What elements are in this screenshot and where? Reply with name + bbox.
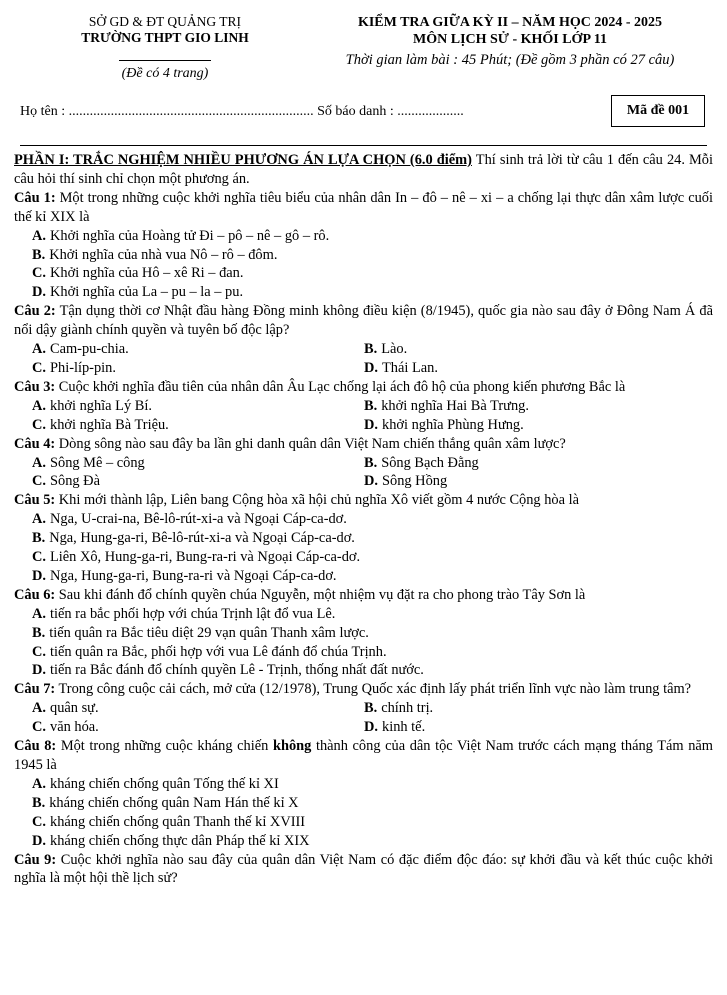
option-b[interactable]: B. kháng chiến chống quân Nam Hán thế kỉ X: [32, 794, 299, 811]
option-b[interactable]: B. tiến quân ra Bắc tiêu diệt 29 vạn quân Thanh xâm lược.: [32, 624, 369, 641]
question-number: Câu 2:: [14, 303, 56, 320]
question-number: Câu 8:: [14, 738, 57, 755]
option-a[interactable]: A. kháng chiến chống quân Tống thế kỉ XI: [32, 775, 279, 792]
option-c[interactable]: C. tiến quân ra Bắc, phối hợp với vua Lê đánh đổ chúa Trịnh.: [32, 643, 387, 660]
exam-content: [14, 151, 713, 888]
question-number: Câu 6:: [14, 586, 56, 603]
question-1: [14, 189, 713, 227]
exam-time-note: Thời gian làm bài : 45 Phút; (Đề gồm 3 phần có 27 câu): [345, 52, 675, 68]
options-row: [14, 416, 713, 435]
header-divider: [119, 60, 211, 61]
question-text: Một trong những cuộc kháng chiến: [56, 738, 273, 755]
question-text: Cuộc khởi nghĩa đầu tiên của nhân dân Âu Lạc chống lại ách đô hộ của phong kiến phương Bắc là: [55, 378, 626, 395]
option-a[interactable]: A. quân sự.: [32, 700, 99, 717]
option-d[interactable]: D. khởi nghĩa Phùng Hưng.: [364, 416, 524, 433]
options-row: [14, 397, 713, 416]
question-number: Câu 1:: [14, 189, 56, 206]
question-4: [14, 435, 713, 454]
exam-code-box: Mã đề 001: [611, 95, 705, 127]
question-text: Sau khi đánh đổ chính quyền chúa Nguyễn, một nhiệm vụ đặt ra cho phong trào Tây Sơn là: [55, 586, 586, 603]
option-d[interactable]: D. kinh tế.: [364, 719, 426, 736]
section-heading: [14, 151, 713, 189]
question-9: [14, 851, 713, 889]
option-a[interactable]: A. Cam-pu-chia.: [32, 341, 129, 358]
option-d[interactable]: D. Nga, Hung-ga-ri, Bung-ra-ri và Ngoại Cáp-ca-dơ.: [32, 567, 337, 584]
question-6: [14, 586, 713, 605]
question-emphasis: không: [272, 738, 312, 755]
options-row: [14, 699, 713, 718]
question-number: Câu 5:: [14, 492, 56, 509]
option-c[interactable]: C. Sông Đà: [32, 473, 100, 490]
question-5: [14, 491, 713, 510]
question-number: Câu 3:: [14, 378, 56, 395]
name-field[interactable]: ......................................................................: [68, 104, 314, 119]
sbd-label: Số báo danh :: [313, 104, 398, 119]
option-b[interactable]: B. khởi nghĩa Hai Bà Trưng.: [364, 397, 529, 414]
option-c[interactable]: C. khởi nghĩa Bà Triệu.: [32, 416, 169, 433]
name-label: Họ tên :: [20, 104, 69, 119]
option-c[interactable]: C. kháng chiến chống quân Thanh thế kỉ XVIII: [32, 813, 306, 830]
option-a[interactable]: A. Sông Mê – công: [32, 454, 145, 471]
question-text: Trong công cuộc cải cách, mở cửa (12/1978), Trung Quốc xác định lấy phát triển lĩnh vực nào làm trung tâm?: [55, 681, 692, 698]
option-a[interactable]: A. tiến ra bắc phối hợp với chúa Trịnh lật đổ vua Lê.: [32, 605, 336, 622]
section-title: PHẦN I: TRẮC NGHIỆM NHIỀU PHƯƠNG ÁN LỰA CHỌN (6.0 điểm): [14, 152, 472, 168]
option-b[interactable]: B. chính trị.: [364, 700, 434, 717]
option-a[interactable]: A. Khởi nghĩa của Hoàng tử Đi – pô – nê – gô – rô.: [32, 227, 330, 244]
option-d[interactable]: D. kháng chiến chống thực dân Pháp thế kỉ XIX: [32, 832, 310, 849]
question-text: Cuộc khởi nghĩa nào sau đây của quân dân Việt Nam có đặc điểm độc đáo: sự khởi đầu và kết thúc cuộc khởi nghĩa là một hội thề lịch sử?: [14, 851, 713, 887]
header-left: [20, 14, 310, 83]
options-row: [14, 454, 713, 473]
question-2: [14, 302, 713, 340]
student-info-row: [20, 104, 464, 120]
option-b[interactable]: B. Lào.: [364, 341, 408, 358]
options-row: [14, 718, 713, 737]
question-number: Câu 4:: [14, 435, 56, 452]
option-b[interactable]: B. Sông Bạch Đằng: [364, 454, 479, 471]
question-number: Câu 7:: [14, 681, 56, 698]
question-number: Câu 9:: [14, 851, 57, 868]
exam-title: KIỂM TRA GIỮA KỲ II – NĂM HỌC 2024 - 2025: [357, 15, 663, 30]
options-row: [14, 359, 713, 378]
question-3: [14, 378, 713, 397]
question-text-end: thành công của dân tộc Việt Nam trước cách mạng tháng Tám năm 1945 là: [14, 738, 713, 773]
options-row: [14, 340, 713, 359]
option-d[interactable]: D. Khởi nghĩa của La – pu – la – pu.: [32, 284, 244, 301]
exam-subject: MÔN LỊCH SỬ - KHỐI LỚP 11: [413, 32, 607, 47]
header-right: [300, 14, 720, 69]
question-text: Dòng sông nào sau đây ba lần ghi danh quân dân Việt Nam chiến thắng quân xâm lược?: [55, 435, 566, 452]
department-name: SỞ GD & ĐT QUẢNG TRỊ: [88, 14, 242, 29]
pages-note: (Đề có 4 trang): [121, 66, 209, 81]
option-c[interactable]: C. văn hóa.: [32, 719, 99, 736]
question-8: [14, 737, 713, 775]
option-b[interactable]: B. Khởi nghĩa của nhà vua Nô – rô – đôm.: [32, 246, 278, 263]
option-b[interactable]: B. Nga, Hung-ga-ri, Bê-lô-rút-xi-a và Ngoại Cáp-ca-dơ.: [32, 530, 355, 547]
option-d[interactable]: D. tiến ra Bắc đánh đổ chính quyền Lê - Trịnh, thống nhất đất nước.: [32, 662, 424, 679]
question-text: Khi mới thành lập, Liên bang Cộng hòa xã hội chủ nghĩa Xô viết gồm 4 nước Cộng hòa là: [55, 492, 579, 509]
question-text: Tận dụng thời cơ Nhật đầu hàng Đồng minh không điều kiện (8/1945), quốc gia nào sau đây ở Đông Nam Á đã nổi dậy giành chính quyền và tuyên bố độc lập?: [14, 303, 713, 339]
options-row: [14, 472, 713, 491]
option-d[interactable]: D. Sông Hồng: [364, 473, 448, 490]
option-a[interactable]: A. Nga, U-crai-na, Bê-lô-rút-xi-a và Ngoại Cáp-ca-dơ.: [32, 511, 347, 528]
option-c[interactable]: C. Phi-líp-pin.: [32, 359, 116, 376]
school-name: TRƯỜNG THPT GIO LINH: [81, 30, 249, 45]
question-text: Một trong những cuộc khởi nghĩa tiêu biểu của nhân dân In – đô – nê – xi – a chống lại thực dân xâm lược cuối thế kỉ XIX là: [14, 189, 713, 225]
option-a[interactable]: A. khởi nghĩa Lý Bí.: [32, 397, 152, 414]
question-7: [14, 680, 713, 699]
option-d[interactable]: D. Thái Lan.: [364, 359, 438, 376]
option-c[interactable]: C. Liên Xô, Hung-ga-ri, Bung-ra-ri và Ngoại Cáp-ca-dơ.: [32, 549, 361, 566]
section-instruction: Thí sinh trả lời từ câu 1 đến câu 24. Mỗi câu hỏi thí sinh chỉ chọn một phương án.: [14, 152, 713, 187]
option-c[interactable]: C. Khởi nghĩa của Hô – xê Ri – đan.: [32, 265, 244, 282]
sbd-field[interactable]: ...................: [397, 104, 464, 119]
section-divider: [20, 145, 707, 146]
